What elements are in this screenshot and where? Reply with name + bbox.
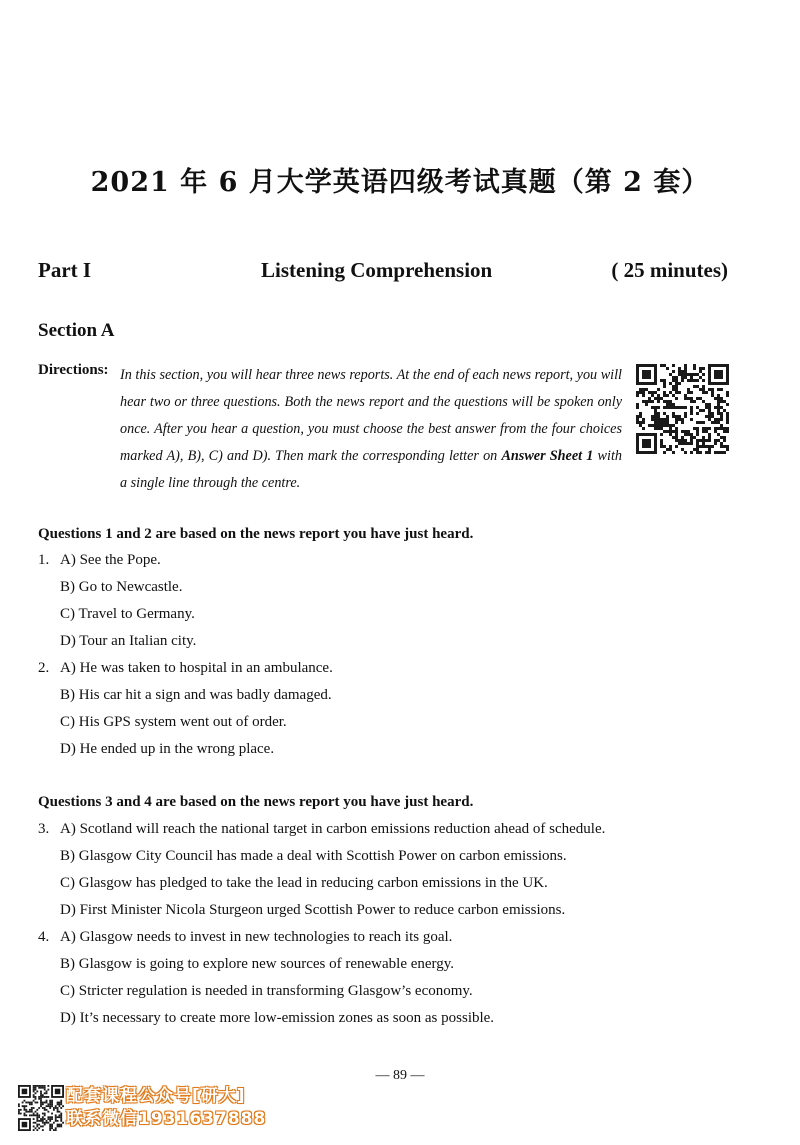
answer-option: A) See the Pope. bbox=[60, 552, 161, 568]
footer-promo-banner bbox=[66, 1085, 314, 1131]
answer-option: B) Glasgow City Council has made a deal with Scottish Power on carbon emissions. bbox=[60, 848, 567, 864]
answer-option: D) It’s necessary to create more low-emission zones as soon as possible. bbox=[60, 1010, 495, 1026]
answer-option: B) His car hit a sign and was badly damaged. bbox=[60, 687, 332, 703]
directions-label: Directions: bbox=[38, 362, 109, 378]
directions-text-start: In this section, you will hear three news reports. At the end of each news report, you will hear two or three questions. Both the news report and the questions will be spoken only once. After you hear a question, you must choose the best answer from the four choices marked A), B), C) and D). Then mark the corresponding letter on bbox=[120, 367, 622, 464]
page-number: — 89 — bbox=[375, 1068, 425, 1083]
answer-option: B) Glasgow is going to explore new sources of renewable energy. bbox=[60, 956, 455, 972]
answer-option: C) Glasgow has pledged to take the lead in reducing carbon emissions in the UK. bbox=[60, 875, 548, 891]
qr-code-icon bbox=[636, 364, 729, 454]
part-label: Part I bbox=[38, 258, 92, 282]
answer-option: D) Tour an Italian city. bbox=[60, 633, 197, 649]
directions-text bbox=[120, 362, 622, 497]
answer-option: A) He was taken to hospital in an ambulance. bbox=[60, 660, 333, 676]
answer-sheet-label: Answer Sheet 1 bbox=[501, 448, 594, 464]
question-number: 3. bbox=[38, 821, 50, 837]
answer-option: C) His GPS system went out of order. bbox=[60, 714, 287, 730]
answer-option: D) He ended up in the wrong place. bbox=[60, 741, 275, 757]
section-title: Section A bbox=[38, 320, 115, 341]
part-header bbox=[38, 258, 728, 288]
page-title: 2021 年 6 月大学英语四级考试真题（第 2 套） bbox=[90, 167, 710, 198]
answer-option: A) Glasgow needs to invest in new technologies to reach its goal. bbox=[60, 929, 453, 945]
answer-option: C) Travel to Germany. bbox=[60, 606, 195, 622]
footer-promo-line-1: 配套课程公众号[研大] bbox=[66, 1086, 246, 1106]
answer-option: B) Go to Newcastle. bbox=[60, 579, 183, 595]
question-number: 1. bbox=[38, 552, 50, 568]
group-heading: Questions 3 and 4 are based on the news report you have just heard. bbox=[38, 794, 474, 810]
answer-option: D) First Minister Nicola Sturgeon urged Scottish Power to reduce carbon emissions. bbox=[60, 902, 566, 918]
answer-option: C) Stricter regulation is needed in transforming Glasgow’s economy. bbox=[60, 983, 473, 999]
footer-qr-code-icon[interactable] bbox=[18, 1085, 64, 1131]
directions-text-end: with a single line through the centre. bbox=[120, 448, 622, 491]
part-name: Listening Comprehension bbox=[261, 258, 493, 282]
footer-promo-line-2: 联系微信1931637888 bbox=[66, 1109, 267, 1129]
part-time: ( 25 minutes) bbox=[611, 258, 728, 282]
question-number: 2. bbox=[38, 660, 50, 676]
question-number: 4. bbox=[38, 929, 50, 945]
answer-option: A) Scotland will reach the national target in carbon emissions reduction ahead of schedule. bbox=[60, 821, 606, 837]
group-heading: Questions 1 and 2 are based on the news report you have just heard. bbox=[38, 526, 474, 542]
